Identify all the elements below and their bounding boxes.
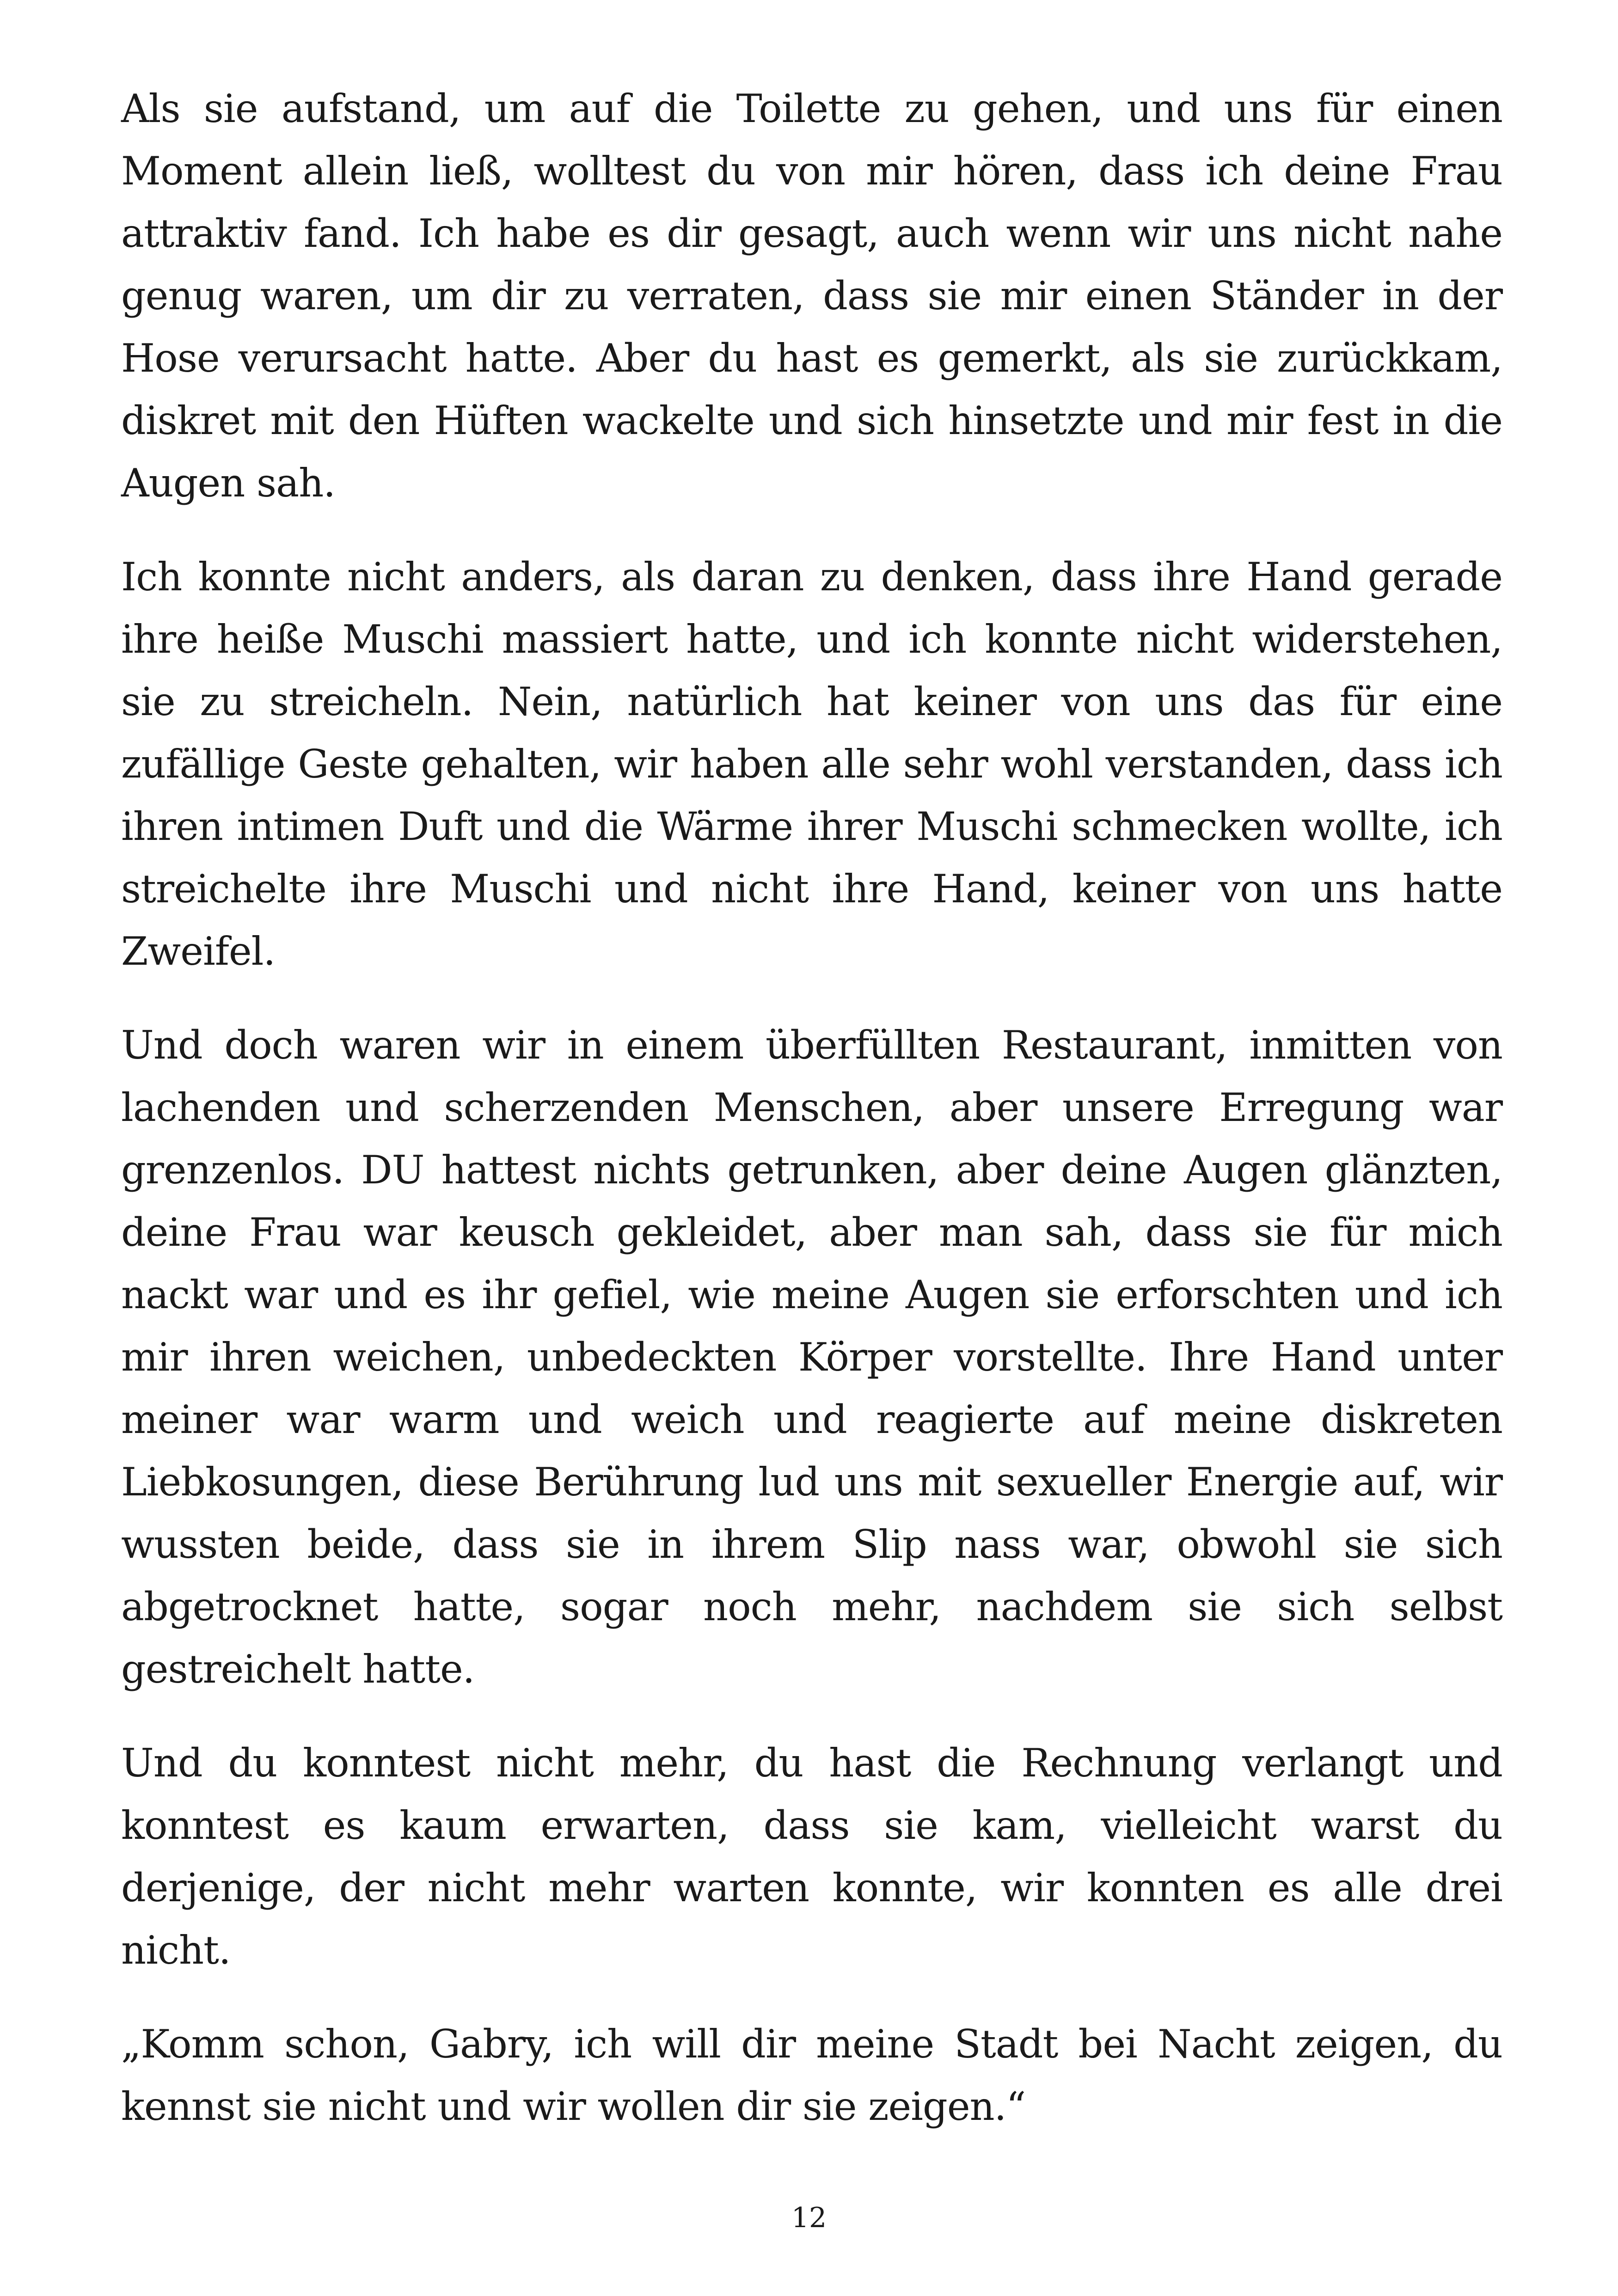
body-text [121,78,1502,2169]
paragraph-2: Ich konnte nicht anders, als daran zu denken, dass ihre Hand gerade ihre heiße Muschi massiert hatte, und ich konnte nicht widerstehen, sie zu streicheln. Nein, natürlich hat keiner von uns das für eine zufällige Geste gehalten, wir haben alle sehr wohl verstanden, dass ich ihren intimen Duft und die Wärme ihrer Muschi schmecken wollte, ich streichelte ihre Muschi und nicht ihre Hand, keiner von uns hatte Zweifel. [121,554,1502,974]
page-number: 12 [791,2202,827,2234]
paragraph-5: „Komm schon, Gabry, ich will dir meine Stadt bei Nacht zeigen, du kennst sie nicht und wir wollen dir sie zeigen.“ [121,2021,1502,2129]
paragraph-4: Und du konntest nicht mehr, du hast die Rechnung verlangt und konntest es kaum erwarten, dass sie kam, vielleicht warst du derjenige, der nicht mehr warten konnte, wir konnten es alle drei nicht. [121,1740,1502,1973]
paragraph-3: Und doch waren wir in einem überfüllten Restaurant, inmitten von lachenden und scherzenden Menschen, aber unsere Erregung war grenzenlos. DU hattest nichts getrunken, aber deine Augen glänzten, deine Frau war keusch gekleidet, aber man sah, dass sie für mich nackt war und es ihr gefiel, wie meine Augen sie erforschten und ich mir ihren weichen, unbedeckten Körper vorstellte. Ihre Hand unter meiner war warm und weich und reagierte auf meine diskreten Liebkosungen, diese Berührung lud uns mit sexueller Energie auf, wir wussten beide, dass sie in ihrem Slip nass war, obwohl sie sich abgetrocknet hatte, sogar noch mehr, nachdem sie sich selbst gestreichelt hatte. [121,1022,1502,1692]
paragraph-1: Als sie aufstand, um auf die Toilette zu gehen, und uns für einen Moment allein ließ, wolltest du von mir hören, dass ich deine Frau attraktiv fand. Ich habe es dir gesagt, auch wenn wir uns nicht nahe genug waren, um dir zu verraten, dass sie mir einen Ständer in der Hose verursacht hatte. Aber du hast es gemerkt, als sie zurückkam, diskret mit den Hüften wackelte und sich hinsetzte und mir fest in die Augen sah. [121,86,1502,506]
